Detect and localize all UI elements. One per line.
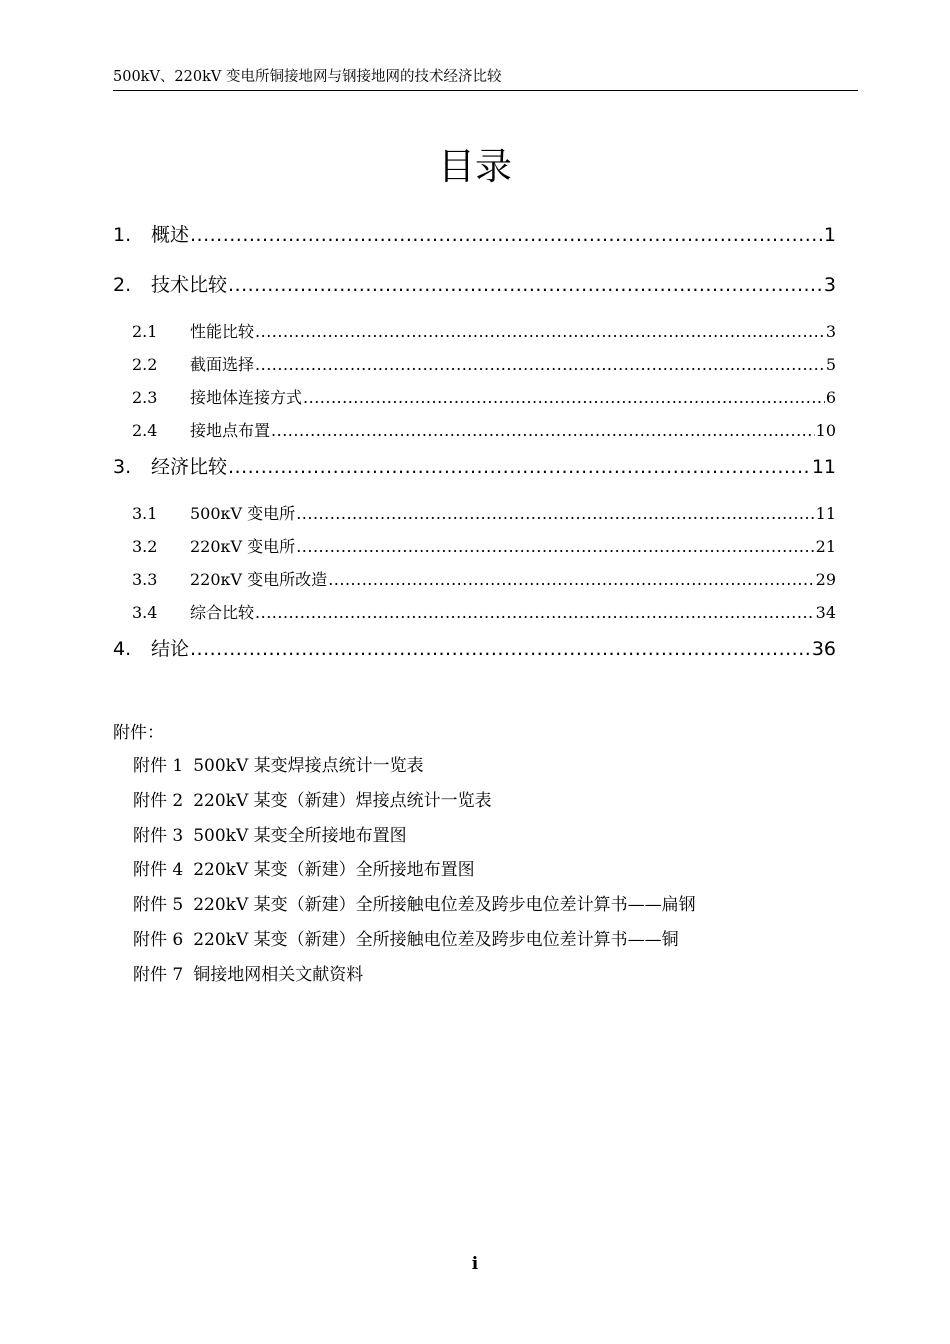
- annex-heading: 附件：: [113, 723, 164, 743]
- toc-entry-number: 1.: [113, 224, 132, 246]
- toc-entry-label: 结论: [151, 638, 190, 660]
- toc-entry-label: 截面选择: [190, 355, 255, 374]
- annex-id: 附件 7: [133, 965, 184, 985]
- toc-entry-page: 1: [823, 224, 836, 246]
- toc-dot-leader: [228, 274, 823, 296]
- toc-entry-page: 3: [825, 322, 836, 341]
- toc-dot-leader: [328, 570, 814, 589]
- toc-entry-label: 220κV 变电所改造: [190, 570, 328, 589]
- annex-text: 220kV 某变（新建）全所接触电位差及跨步电位差计算书——铜: [193, 930, 679, 950]
- toc-entry-2-1[interactable]: [113, 319, 836, 345]
- toc-entry-page: 11: [811, 456, 836, 478]
- annex-item-4: [133, 858, 475, 882]
- toc-entry-number: 2.4: [132, 421, 158, 440]
- toc-entry-2-2[interactable]: [113, 352, 836, 378]
- toc-dot-leader: [296, 504, 814, 523]
- running-header: 500kV、220kV 变电所铜接地网与钢接地网的技术经济比较: [113, 66, 858, 91]
- annex-id: 附件 1: [133, 756, 184, 776]
- toc-entry-page: 6: [825, 388, 836, 407]
- annex-text: 220kV 某变（新建）全所接地布置图: [193, 860, 475, 880]
- toc-dot-leader: [190, 224, 823, 246]
- toc-entry-3[interactable]: [113, 452, 836, 478]
- toc-entry-3-3[interactable]: [113, 567, 836, 593]
- toc-entry-number: 3.4: [132, 603, 158, 622]
- toc-dot-leader: [190, 638, 811, 660]
- toc-entry-2-3[interactable]: [113, 385, 836, 411]
- toc-entry-label: 接地点布置: [190, 421, 271, 440]
- toc-title: 目录: [438, 145, 512, 188]
- annex-id: 附件 6: [133, 930, 184, 950]
- toc-entry-label: 500κV 变电所: [190, 504, 296, 523]
- annex-text: 220kV 某变（新建）焊接点统计一览表: [193, 791, 492, 811]
- annex-item-6: [133, 928, 679, 952]
- annex-text: 500kV 某变焊接点统计一览表: [193, 756, 424, 776]
- toc-entry-page: 10: [815, 421, 836, 440]
- toc-entry-label: 220κV 变电所: [190, 537, 296, 556]
- toc-entry-number: 2.2: [132, 355, 158, 374]
- toc-entry-number: 3.3: [132, 570, 158, 589]
- toc-entry-number: 3.: [113, 456, 132, 478]
- toc-entry-page: 29: [815, 570, 836, 589]
- toc-entry-page: 34: [815, 603, 836, 622]
- annex-item-5: [133, 893, 696, 917]
- toc-entry-number: 2.3: [132, 388, 158, 407]
- annex-id: 附件 3: [133, 826, 184, 846]
- toc-dot-leader: [303, 388, 825, 407]
- toc-entry-label: 经济比较: [151, 456, 228, 478]
- toc-entry-2[interactable]: [113, 270, 836, 296]
- toc-entry-3-4[interactable]: [113, 600, 836, 626]
- toc-entry-page: 5: [825, 355, 836, 374]
- annex-id: 附件 4: [133, 860, 184, 880]
- toc-entry-1[interactable]: [113, 220, 836, 246]
- toc-entry-number: 2.1: [132, 322, 158, 341]
- toc-entry-number: 3.1: [132, 504, 158, 523]
- toc-entry-label: 接地体连接方式: [190, 388, 303, 407]
- toc-dot-leader: [296, 537, 814, 556]
- toc-entry-page: 21: [815, 537, 836, 556]
- annex-item-2: [133, 789, 492, 813]
- annex-item-7: [133, 963, 363, 987]
- annex-item-1: [133, 754, 424, 778]
- toc-entry-page: 36: [811, 638, 836, 660]
- annex-id: 附件 2: [133, 791, 184, 811]
- annex-text: 500kV 某变全所接地布置图: [193, 826, 407, 846]
- toc-entry-page: 3: [823, 274, 836, 296]
- toc-dot-leader: [255, 322, 825, 341]
- toc-entry-number: 4.: [113, 638, 132, 660]
- toc-dot-leader: [255, 603, 815, 622]
- toc-entry-label: 概述: [151, 224, 190, 246]
- toc-entry-4[interactable]: [113, 634, 836, 660]
- toc-entry-label: 综合比较: [190, 603, 255, 622]
- toc-entry-label: 性能比较: [190, 322, 255, 341]
- toc-entry-label: 技术比较: [151, 274, 228, 296]
- annex-text: 220kV 某变（新建）全所接触电位差及跨步电位差计算书——扁钢: [193, 895, 696, 915]
- toc-entry-page: 11: [815, 504, 836, 523]
- annex-id: 附件 5: [133, 895, 184, 915]
- annex-item-3: [133, 824, 407, 848]
- toc-dot-leader: [255, 355, 825, 374]
- toc-entry-3-1[interactable]: [113, 501, 836, 527]
- annex-text: 铜接地网相关文献资料: [193, 965, 364, 985]
- toc-entry-3-2[interactable]: [113, 534, 836, 560]
- toc-dot-leader: [228, 456, 811, 478]
- toc-entry-2-4[interactable]: [113, 418, 836, 444]
- page-number: i: [471, 1254, 479, 1274]
- toc-dot-leader: [271, 421, 815, 440]
- toc-entry-number: 3.2: [132, 537, 158, 556]
- toc-entry-number: 2.: [113, 274, 132, 296]
